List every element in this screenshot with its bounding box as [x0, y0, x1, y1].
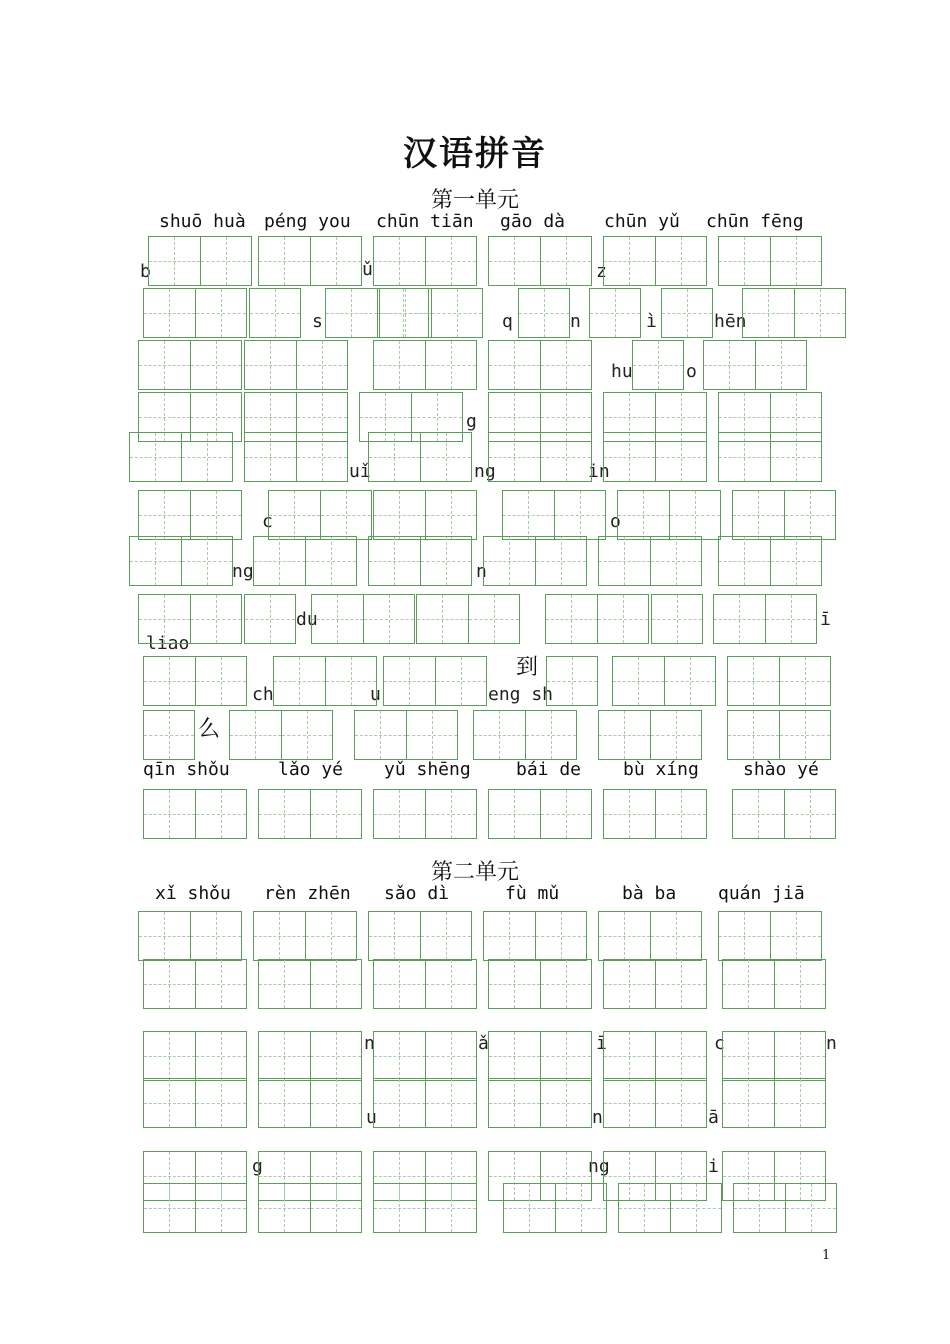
- pinyin-label: qīn shǒu: [143, 759, 230, 780]
- pinyin-label: fù mǔ: [505, 883, 560, 904]
- writing-box-pair[interactable]: [129, 432, 233, 482]
- pinyin-fragment: ǎ: [478, 1033, 489, 1054]
- writing-box-pair[interactable]: [488, 789, 592, 839]
- writing-box-pair[interactable]: [488, 236, 592, 286]
- writing-box-pair[interactable]: [483, 911, 587, 961]
- pinyin-fragment: ng: [588, 1156, 610, 1177]
- pinyin-fragment: eng sh: [488, 684, 554, 705]
- writing-box-pair[interactable]: [383, 656, 487, 706]
- pinyin-label: bái de: [516, 759, 582, 780]
- writing-box-single[interactable]: [143, 710, 195, 760]
- writing-box-pair[interactable]: [617, 490, 721, 540]
- pinyin-label: yǔ shēng: [384, 759, 471, 780]
- pinyin-label: xǐ shǒu: [155, 883, 231, 904]
- pinyin-label: quán jiā: [718, 883, 805, 904]
- pinyin-label: chūn yǔ: [604, 211, 680, 232]
- writing-box-single[interactable]: [651, 594, 703, 644]
- page-number: 1: [822, 1248, 831, 1263]
- writing-box-pair[interactable]: [502, 490, 606, 540]
- pinyin-fragment: hēn: [714, 311, 747, 332]
- writing-box-pair[interactable]: [618, 1183, 722, 1233]
- writing-box-pair[interactable]: [742, 288, 846, 338]
- writing-box-single[interactable]: [518, 288, 570, 338]
- pinyin-fragment: du: [296, 609, 318, 630]
- writing-box-pair[interactable]: [143, 959, 247, 1009]
- pinyin-fragment: g: [252, 1156, 263, 1177]
- writing-box-pair[interactable]: [545, 594, 649, 644]
- unit-1-heading: 第一单元: [430, 188, 519, 213]
- writing-box-pair[interactable]: [258, 1031, 362, 1081]
- writing-box-pair[interactable]: [138, 490, 242, 540]
- pinyin-fragment: s: [312, 311, 323, 332]
- writing-box-pair[interactable]: [483, 536, 587, 586]
- pinyin-fragment: ng: [474, 461, 496, 482]
- writing-box-pair[interactable]: [258, 1183, 362, 1233]
- writing-box-pair[interactable]: [718, 432, 822, 482]
- writing-box-pair[interactable]: [718, 911, 822, 961]
- writing-box-single[interactable]: [661, 288, 713, 338]
- writing-box-single[interactable]: [589, 288, 641, 338]
- writing-box-pair[interactable]: [368, 432, 472, 482]
- writing-box-pair[interactable]: [416, 594, 520, 644]
- writing-box-pair[interactable]: [373, 959, 477, 1009]
- writing-box-pair[interactable]: [603, 236, 707, 286]
- pinyin-label: gāo dà: [500, 211, 566, 232]
- page-title: 汉语拼音: [403, 134, 547, 174]
- pinyin-fragment: ī: [820, 609, 831, 630]
- writing-box-pair[interactable]: [373, 1183, 477, 1233]
- writing-box-pair[interactable]: [727, 710, 831, 760]
- writing-box-pair[interactable]: [143, 288, 247, 338]
- pinyin-fragment: in: [588, 461, 610, 482]
- writing-box-pair[interactable]: [722, 1078, 826, 1128]
- writing-box-pair[interactable]: [733, 1183, 837, 1233]
- writing-box-pair[interactable]: [273, 656, 377, 706]
- pinyin-label: péng you: [264, 211, 351, 232]
- pinyin-fragment: ch: [252, 684, 274, 705]
- writing-box-pair[interactable]: [598, 911, 702, 961]
- writing-box-pair[interactable]: [138, 911, 242, 961]
- writing-box-pair[interactable]: [718, 236, 822, 286]
- writing-box-pair[interactable]: [732, 789, 836, 839]
- writing-box-pair[interactable]: [603, 1078, 707, 1128]
- writing-box-pair[interactable]: [311, 594, 415, 644]
- writing-box-pair[interactable]: [603, 789, 707, 839]
- pinyin-fragment: ng: [232, 561, 254, 582]
- writing-box-pair[interactable]: [258, 236, 362, 286]
- pinyin-fragment: ī: [596, 1033, 607, 1054]
- writing-box-pair[interactable]: [354, 710, 458, 760]
- writing-box-pair[interactable]: [722, 959, 826, 1009]
- writing-box-pair[interactable]: [488, 1078, 592, 1128]
- pinyin-fragment: i: [708, 1156, 719, 1177]
- writing-box-pair[interactable]: [268, 490, 372, 540]
- writing-box-pair[interactable]: [722, 1031, 826, 1081]
- pinyin-fragment: q: [502, 311, 513, 332]
- writing-box-single[interactable]: [244, 594, 296, 644]
- pinyin-fragment: n: [592, 1107, 603, 1128]
- writing-box-single[interactable]: [249, 288, 301, 338]
- pinyin-fragment: o: [686, 361, 697, 382]
- writing-box-pair[interactable]: [373, 1078, 477, 1128]
- writing-box-pair[interactable]: [143, 1183, 247, 1233]
- pinyin-fragment: ā: [708, 1107, 719, 1128]
- writing-box-pair[interactable]: [603, 432, 707, 482]
- writing-box-pair[interactable]: [603, 959, 707, 1009]
- writing-box-pair[interactable]: [503, 1183, 607, 1233]
- pinyin-label: sǎo dì: [384, 883, 450, 904]
- writing-box-pair[interactable]: [718, 536, 822, 586]
- writing-box-pair[interactable]: [379, 288, 483, 338]
- writing-box-single[interactable]: [632, 340, 684, 390]
- pinyin-fragment: n: [570, 311, 581, 332]
- writing-box-pair[interactable]: [488, 1031, 592, 1081]
- writing-box-pair[interactable]: [373, 789, 477, 839]
- writing-box-pair[interactable]: [143, 656, 247, 706]
- writing-box-pair[interactable]: [253, 536, 357, 586]
- writing-box-pair[interactable]: [598, 710, 702, 760]
- pinyin-fragment: c: [714, 1033, 725, 1054]
- writing-box-pair[interactable]: [373, 340, 477, 390]
- pinyin-fragment: ì: [646, 311, 657, 332]
- writing-box-pair[interactable]: [258, 789, 362, 839]
- hanzi-character: 么: [198, 717, 221, 742]
- writing-box-pair[interactable]: [373, 236, 477, 286]
- writing-box-pair[interactable]: [244, 432, 348, 482]
- pinyin-fragment: u: [370, 684, 381, 705]
- pinyin-fragment: z: [596, 261, 607, 282]
- writing-box-pair[interactable]: [258, 959, 362, 1009]
- pinyin-label: bà ba: [622, 883, 677, 904]
- writing-box-pair[interactable]: [603, 1031, 707, 1081]
- pinyin-fragment: ǔ: [362, 259, 373, 280]
- pinyin-fragment: n: [476, 561, 487, 582]
- pinyin-fragment: n: [826, 1033, 837, 1054]
- writing-box-pair[interactable]: [473, 710, 577, 760]
- writing-box-pair[interactable]: [368, 911, 472, 961]
- writing-box-pair[interactable]: [148, 236, 252, 286]
- pinyin-label: lǎo yé: [278, 759, 344, 780]
- pinyin-fragment: g: [466, 411, 477, 432]
- pinyin-label: rèn zhēn: [264, 883, 351, 904]
- pinyin-fragment: uǐ: [349, 461, 371, 482]
- writing-box-pair[interactable]: [713, 594, 817, 644]
- pinyin-label: shào yé: [743, 759, 819, 780]
- pinyin-fragment: c: [262, 511, 273, 532]
- writing-box-pair[interactable]: [612, 656, 716, 706]
- writing-box-pair[interactable]: [598, 536, 702, 586]
- pinyin-label: bù xíng: [623, 759, 699, 780]
- writing-box-pair[interactable]: [373, 490, 477, 540]
- writing-box-pair[interactable]: [258, 1078, 362, 1128]
- writing-box-single[interactable]: [546, 656, 598, 706]
- writing-box-pair[interactable]: [143, 1078, 247, 1128]
- writing-box-pair[interactable]: [732, 490, 836, 540]
- writing-box-pair[interactable]: [229, 710, 333, 760]
- pinyin-fragment: o: [610, 511, 621, 532]
- writing-box-pair[interactable]: [143, 789, 247, 839]
- pinyin-fragment: u: [366, 1107, 377, 1128]
- writing-box-pair[interactable]: [129, 536, 233, 586]
- writing-box-pair[interactable]: [373, 1031, 477, 1081]
- pinyin-fragment: b: [140, 261, 151, 282]
- pinyin-label: chūn tiān: [376, 211, 474, 232]
- writing-box-pair[interactable]: [138, 340, 242, 390]
- writing-box-pair[interactable]: [488, 432, 592, 482]
- pinyin-fragment: n: [364, 1033, 375, 1054]
- hanzi-character: 到: [516, 655, 539, 680]
- unit-2-heading: 第二单元: [430, 860, 519, 885]
- writing-box-pair[interactable]: [703, 340, 807, 390]
- writing-box-pair[interactable]: [253, 911, 357, 961]
- pinyin-label: shuō huà: [159, 211, 246, 232]
- writing-box-pair[interactable]: [244, 340, 348, 390]
- writing-box-pair[interactable]: [138, 594, 242, 644]
- pinyin-fragment: hu: [611, 361, 633, 382]
- writing-box-pair[interactable]: [368, 536, 472, 586]
- writing-box-pair[interactable]: [143, 1031, 247, 1081]
- writing-box-pair[interactable]: [488, 340, 592, 390]
- pinyin-label: chūn fēng: [706, 211, 804, 232]
- writing-box-pair[interactable]: [727, 656, 831, 706]
- writing-box-pair[interactable]: [488, 959, 592, 1009]
- pinyin-fragment: liao: [146, 633, 190, 654]
